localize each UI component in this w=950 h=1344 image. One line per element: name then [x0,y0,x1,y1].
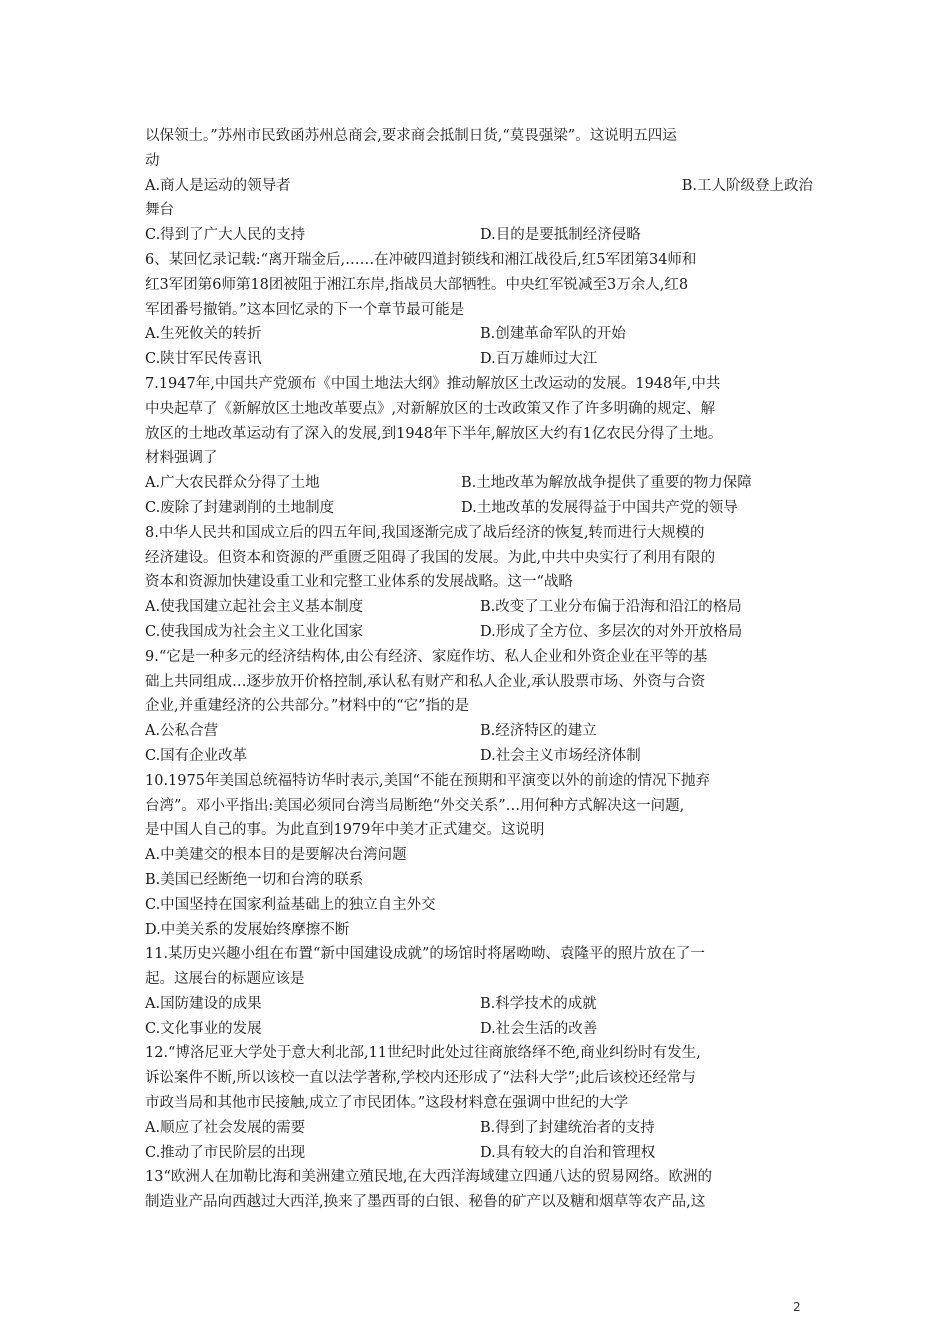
option-b: B.创建革命军队的开始 [480,326,626,343]
option-b: B.科学技术的成就 [480,995,597,1012]
option-d: D.目的是要抵制经济侵略 [480,227,641,244]
option-a: A.顺应了社会发展的需要 [145,1119,306,1136]
option-row [145,992,813,1017]
question-11 [145,942,813,1041]
question-stem-line: 10.1975年美国总统福特访华时表示,美国“不能在预期和平演变以外的前途的情况下抛弃 [145,772,710,789]
question-stem-line: 6、某回忆录记载:“离开瑞金后,……在冲破四道封锁线和湘江战役后,红5军团第34师和 [145,251,697,268]
question-stem-line: 放区的士地改革运动有了深入的发展,到1948年下半年,解放区大约有1亿农民分得了土地。 [145,425,723,442]
question-stem-line: 诉讼案件不断,所以该校一直以法学著称,学校内还形成了“法科大学”;此后该校还经常与 [145,1070,696,1087]
option-d: D.百万雄师过大江 [480,351,598,368]
question-stem-line: 中央起草了《新解放区土地改革要点》,对新解放区的士改政策又作了许多明确的规定、解 [145,400,716,417]
option-b: B.工人阶级登上政治 [681,177,813,194]
option-row [145,223,813,248]
question-stem-line: 台湾”。邓小平指出:美国必须同台湾当局断绝“外交关系”…用何种方式解决这一问题, [145,797,685,814]
question-stem-line: 经济建设。但资本和资源的严重匮乏阻碍了我国的发展。为此,中共中央实行了利用有限的 [145,549,716,566]
question-stem-line: 8.中华人民共和国成立后的四五年间,我国逐渐完成了战后经济的恢复,转而进行大规模的 [145,524,705,541]
question-8 [145,521,813,645]
option-c: C.中国坚持在国家利益基础上的独立自主外交 [145,896,436,913]
option-row [145,496,813,521]
option-a: A.广大农民群众分得了土地 [145,475,320,492]
option-c: C.得到了广大人民的支持 [145,227,306,244]
option-d: D.中美关系的发展始终摩擦不断 [145,921,350,938]
question-stem-line: 材料强调了 [145,450,218,467]
option-c: C.文化事业的发展 [145,1020,262,1037]
question-12 [145,1041,813,1165]
question-stem-line: 以保领土。”苏州市民致函苏州总商会,要求商会抵制日货,“莫畏强梁”。这说明五四运 [145,128,677,144]
question-stem-line: 市政当局和其他市民接触,成立了市民团体。”这段材料意在强调中世纪的大学 [145,1095,629,1112]
question-7 [145,372,813,521]
question-content [145,124,813,1215]
question-5 [145,124,813,248]
question-13 [145,1165,813,1215]
option-a: A.中美建交的根本目的是要解决台湾问题 [145,847,407,864]
option-d: D.形成了全方位、多层次的对外开放格局 [480,623,743,640]
question-stem-line: 军团番号撤销。”这本回忆录的下一个章节最可能是 [145,301,465,318]
question-6 [145,248,813,372]
option-row [145,471,813,496]
question-10 [145,769,813,943]
option-row [145,174,813,199]
option-c: C.使我国成为社会主义工业化国家 [145,623,364,640]
option-b-continuation: 舞台 [145,202,174,219]
option-b: B.经济特区的建立 [480,723,597,740]
option-d: D.土地改革的发展得益于中国共产党的领导 [461,499,738,516]
question-stem-line: 企业,并重建经济的公共部分。”材料中的“它”指的是 [145,698,470,715]
option-b: B.土地改革为解放战争提供了重要的物力保障 [461,475,752,492]
question-stem-line: 9.“它是一种多元的经济结构体,由公有经济、家庭作坊、私人企业和外资企业在平等的基 [145,648,708,665]
question-stem-line: 是中国人自己的事。为此直到1979年中美才正式建交。这说明 [145,822,545,839]
option-a: A.国防建设的成果 [145,995,262,1012]
option-row [145,1116,813,1141]
option-row [145,1017,813,1042]
question-stem-line: 制造业产品向西越过大西洋,换来了墨西哥的白银、秘鲁的矿产以及糖和烟草等农产品,这 [145,1194,706,1211]
question-stem-line: 础上共同组成…逐步放开价格控制,承认私有财产和私人企业,承认股票市场、外资与合资 [145,673,706,690]
option-row [145,620,813,645]
page-number: 2 [793,1300,801,1314]
option-b: B.改变了工业分布偏于沿海和沿江的格局 [480,599,742,616]
question-stem-line: 11.某历史兴趣小组在布置“新中国建设成就”的场馆时将屠呦呦、袁隆平的照片放在了一 [145,946,705,963]
option-d: D.具有较大的自治和管理权 [480,1144,656,1161]
question-9 [145,645,813,769]
option-b: B.得到了封建统治者的支持 [480,1119,655,1136]
question-stem-line: 资本和资源加快建设重工业和完整工业体系的发展战略。这一“战略 [145,574,573,591]
question-stem-line: 动 [145,152,160,169]
question-stem-line: 12.“博洛尼亚大学处于意大利北部,11世纪时此处过往商旅络绎不绝,商业纠纷时有发生, [145,1045,701,1062]
option-b: B.美国已经断绝一切和台湾的联系 [145,871,364,888]
option-c: C.推动了市民阶层的出现 [145,1144,306,1161]
option-c: C.陕甘军民传喜讯 [145,351,262,368]
option-row [145,347,813,372]
option-row [145,719,813,744]
question-stem-line: 红3军团第6师第18团被阻于湘江东岸,指战员大部牺牲。中央红军锐减至3万余人,红8 [145,276,689,293]
option-row [145,322,813,347]
option-row [145,595,813,620]
option-row [145,1141,813,1166]
question-stem-line: 7.1947年,中国共产党颁布《中国土地法大纲》推动解放区土改运动的发展。1948年,中共 [145,375,721,392]
option-c: C.废除了封建剥削的土地制度 [145,499,335,516]
option-d: D.社会主义市场经济体制 [480,747,641,764]
option-a: A.生死攸关的转折 [145,326,262,343]
option-d: D.社会生活的改善 [480,1020,598,1037]
option-row [145,744,813,769]
option-a: A.公私合营 [145,723,219,740]
option-a: A.商人是运动的领导者 [145,177,291,194]
option-c: C.国有企业改革 [145,747,248,764]
question-stem-line: 13“欧洲人在加勒比海和美洲建立殖民地,在大西洋海域建立四通八达的贸易网络。欧洲的 [145,1169,712,1186]
option-a: A.使我国建立起社会主义基本制度 [145,599,364,616]
question-stem-line: 起。这展台的标题应该是 [145,971,305,988]
